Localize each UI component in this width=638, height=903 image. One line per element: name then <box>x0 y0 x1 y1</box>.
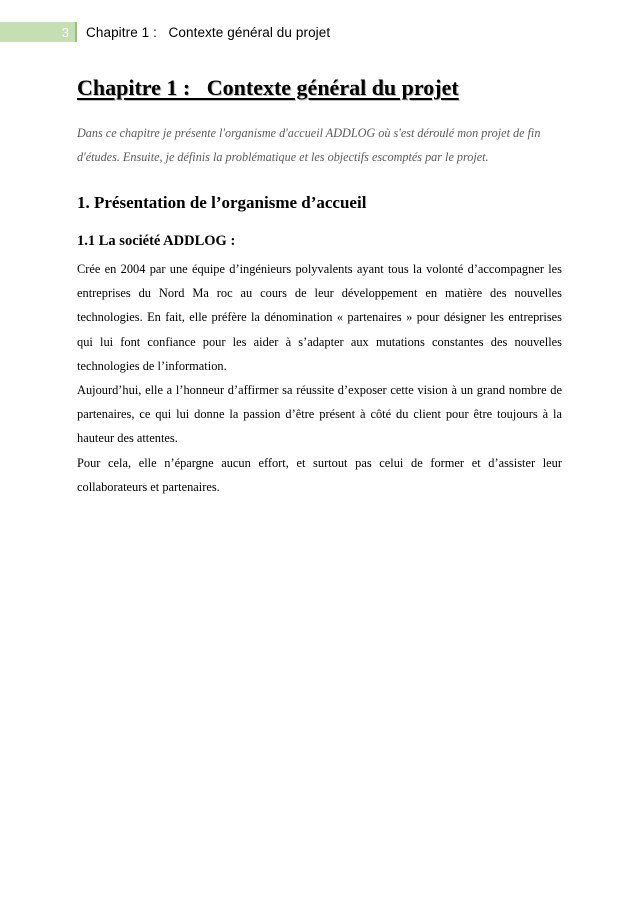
paragraph: Aujourd’hui, elle a l’honneur d’affirmer sa réussite d’exposer cette vision à un grand nombre de partenaires, ce qui lui donne la passion d’être présent à côté du client pour être toujours à la hauteur des attentes. <box>77 383 562 446</box>
paragraph: Crée en 2004 par une équipe d’ingénieurs polyvalents ayant tous la volonté d’accompagner les entreprises du Nord Ma roc au cours de leur développement en matière des nouvelles technologies. En fait, elle préfère la dénomination « partenaires » pour désigner les entreprises qui lui font confiance pour les aider à s’adapter aux mutations constantes des nouvelles technologies de l’information. <box>77 262 562 373</box>
running-header-title: Chapitre 1 : Contexte général du projet <box>86 24 331 40</box>
subsection-heading: 1.1 La société ADDLOG : <box>77 233 236 249</box>
chapter-intro: Dans ce chapitre je présente l'organisme d'accueil ADDLOG où s'est déroulé mon projet de fin d'études. Ensuite, je définis la problématique et les objectifs escomptés par le projet. <box>77 126 541 164</box>
paragraph: Pour cela, elle n’épargne aucun effort, et surtout pas celui de former et d’assister leur collaborateurs et partenaires. <box>77 455 562 494</box>
chapter-title: Chapitre 1 : Contexte général du projet <box>77 75 459 100</box>
document-body <box>77 74 562 499</box>
page-header <box>0 22 638 42</box>
subsection-body <box>77 257 562 499</box>
section-heading: 1. Présentation de l’organisme d’accueil <box>77 193 367 212</box>
header-divider <box>75 22 77 42</box>
page-number: 3 <box>0 22 75 42</box>
